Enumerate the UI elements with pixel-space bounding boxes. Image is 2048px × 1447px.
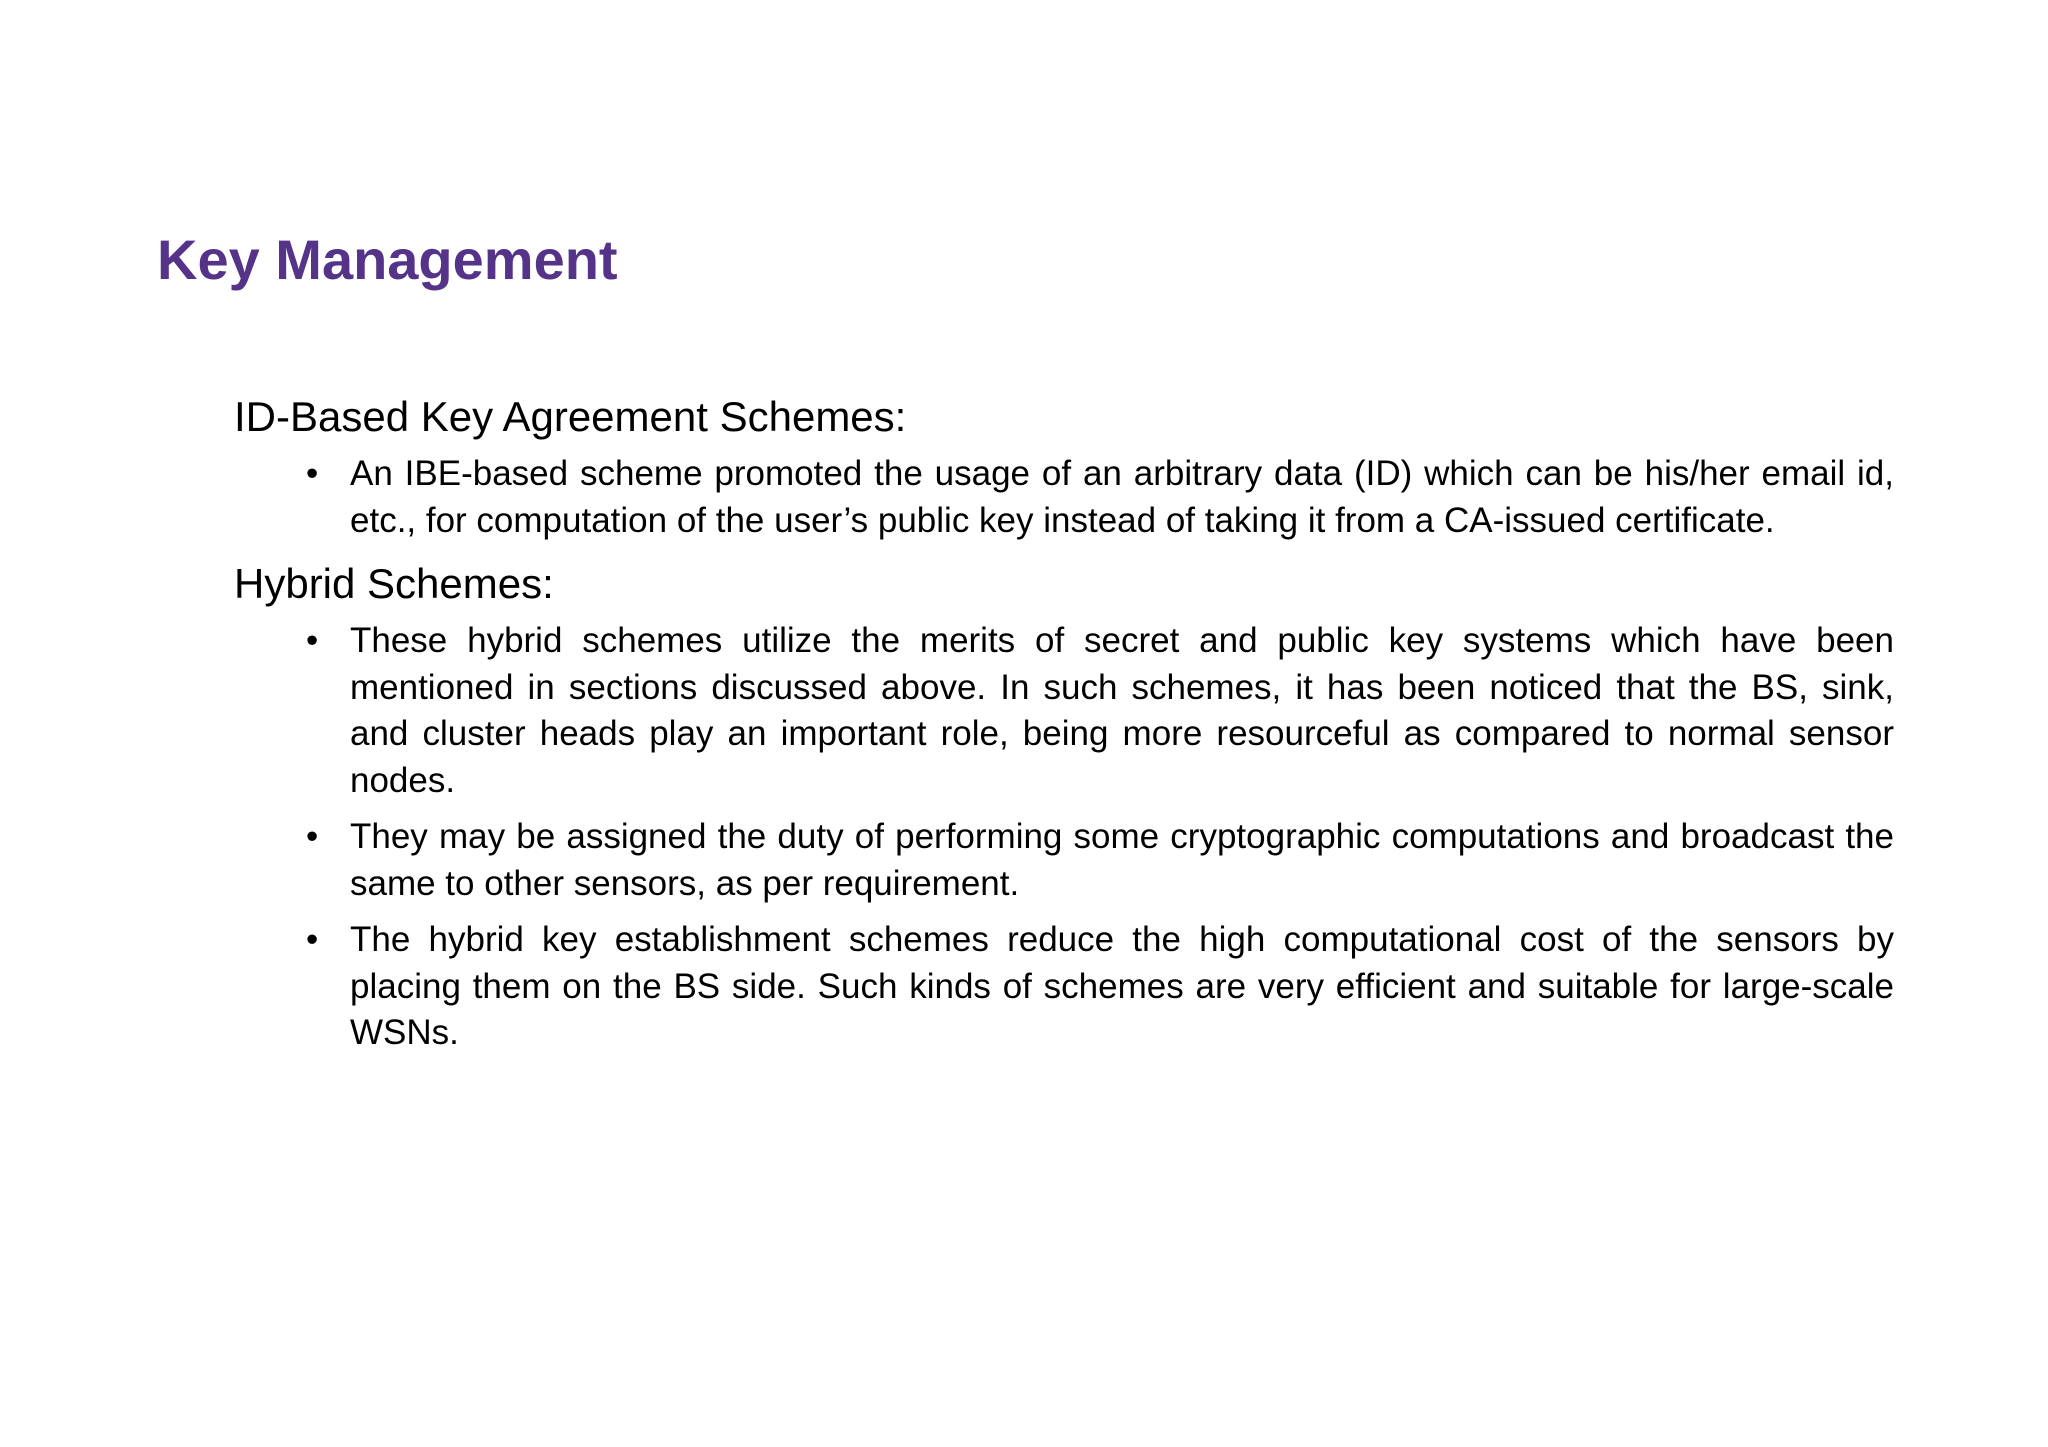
bullet-dot-icon: • bbox=[306, 621, 319, 660]
bullet-text: These hybrid schemes utilize the merits of secret and public key systems which have been mentioned in sections discussed above. In such schemes, it has been noticed that the BS, sink, and cluster heads play an important role, being more resourceful as compared to normal sensor nodes. bbox=[350, 621, 1894, 800]
bullet-text: They may be assigned the duty of performing some cryptographic computations and broadcast the same to other sensors, as per requirement. bbox=[350, 817, 1894, 903]
bullet-item bbox=[234, 618, 1894, 804]
bullet-item bbox=[234, 814, 1894, 907]
section-heading: Hybrid Schemes: bbox=[234, 560, 554, 607]
bullet-dot-icon: • bbox=[306, 817, 319, 856]
bullet-list bbox=[234, 451, 1894, 544]
bullet-item bbox=[234, 451, 1894, 544]
section-heading: ID-Based Key Agreement Schemes: bbox=[234, 393, 907, 440]
bullet-dot-icon: • bbox=[306, 454, 319, 493]
section-hybrid bbox=[234, 554, 1894, 1057]
slide-content bbox=[234, 387, 1894, 1067]
bullet-text: The hybrid key establishment schemes reduce the high computational cost of the sensors by placing them on the BS side. Such kinds of schemes are very efficient and suitable for large-scale WSNs. bbox=[350, 920, 1894, 1052]
slide-title: Key Management bbox=[157, 228, 618, 291]
bullet-text: An IBE-based scheme promoted the usage of an arbitrary data (ID) which can be his/her email id, etc., for computation of the user’s public key instead of taking it from a CA-issued certificate. bbox=[350, 454, 1894, 540]
bullet-list bbox=[234, 618, 1894, 1057]
section-id-based bbox=[234, 387, 1894, 544]
bullet-item bbox=[234, 917, 1894, 1057]
bullet-dot-icon: • bbox=[306, 920, 319, 959]
